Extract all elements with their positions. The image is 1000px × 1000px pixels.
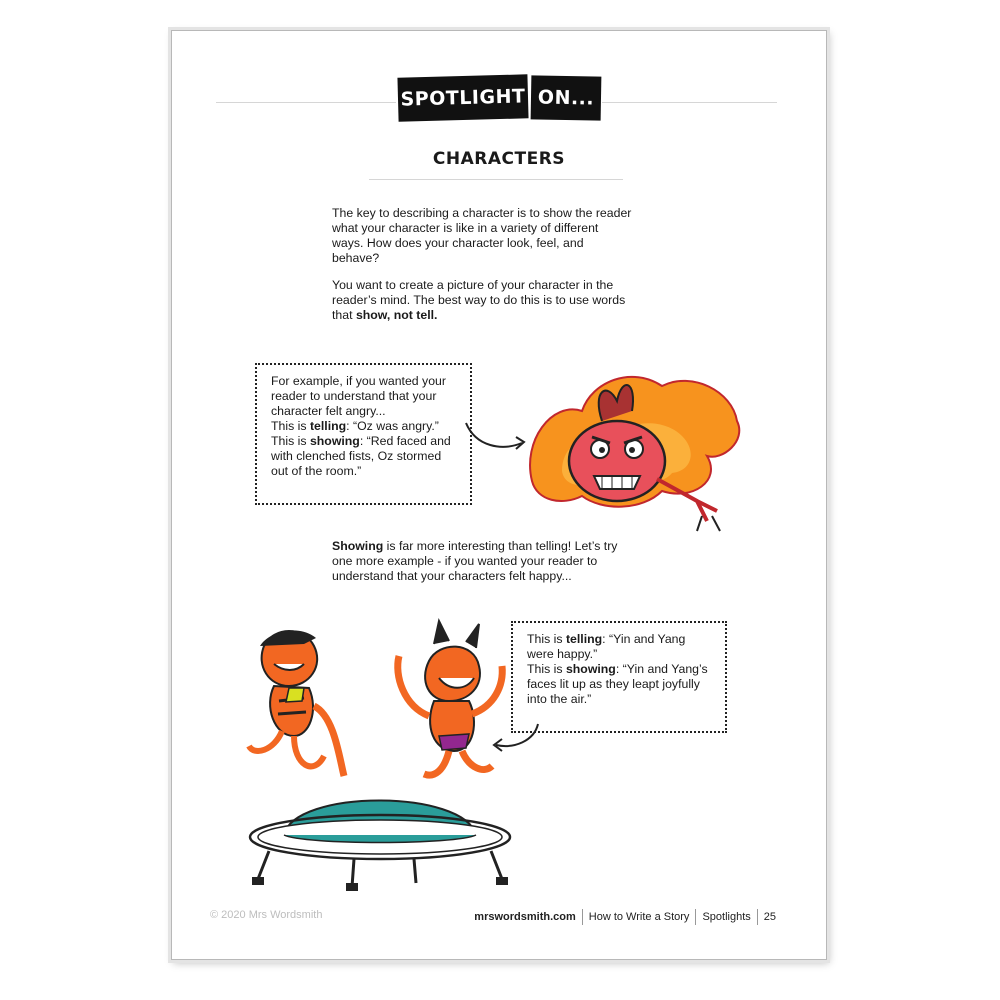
example-angry-box: For example, if you wanted your reader to understand that your character felt angry... This is telling: “Oz was angry.” This is showing: “Red faced and with clenched fists, Oz stormed out of the room.” bbox=[255, 363, 472, 505]
page-number: 25 bbox=[763, 911, 776, 923]
intro-paragraph-1: The key to describing a character is to show the reader what your character is like in a variety of different ways. How does your character look, feel, and behave? bbox=[332, 206, 632, 265]
trampoline-illustration bbox=[244, 779, 516, 891]
document-page bbox=[171, 30, 827, 960]
header-rule-left bbox=[216, 102, 396, 103]
footer-site-link[interactable]: mrswordsmith.com bbox=[474, 911, 576, 923]
middle-paragraph: Showing is far more interesting than telling! Let’s try one more example - if you wanted your reader to understand that your characters felt happy... bbox=[332, 539, 618, 583]
heading-rule bbox=[369, 179, 623, 180]
header-rule-right bbox=[602, 102, 777, 103]
yin-yang-tigers-illustration bbox=[234, 606, 534, 781]
footer-section: Spotlights bbox=[702, 911, 751, 923]
page-heading: CHARACTERS bbox=[432, 149, 566, 169]
spotlight-banner: SPOTLIGHT bbox=[397, 74, 528, 121]
intro-paragraph-2: You want to create a picture of your character in the reader’s mind. The best way to do this is to use words that show, not tell. bbox=[332, 278, 626, 322]
example-happy-box: This is telling: “Yin and Yang were happy.” This is showing: “Yin and Yang’s faces lit up as they leapt joyfully into the air.” bbox=[511, 621, 727, 733]
footer-nav bbox=[468, 909, 782, 925]
arrow-to-tigers bbox=[490, 721, 545, 756]
on-banner: ON... bbox=[531, 75, 602, 120]
angry-oz-illustration bbox=[522, 361, 752, 536]
copyright-text: © 2020 Mrs Wordsmith bbox=[210, 909, 323, 921]
footer-book-title: How to Write a Story bbox=[588, 911, 690, 923]
